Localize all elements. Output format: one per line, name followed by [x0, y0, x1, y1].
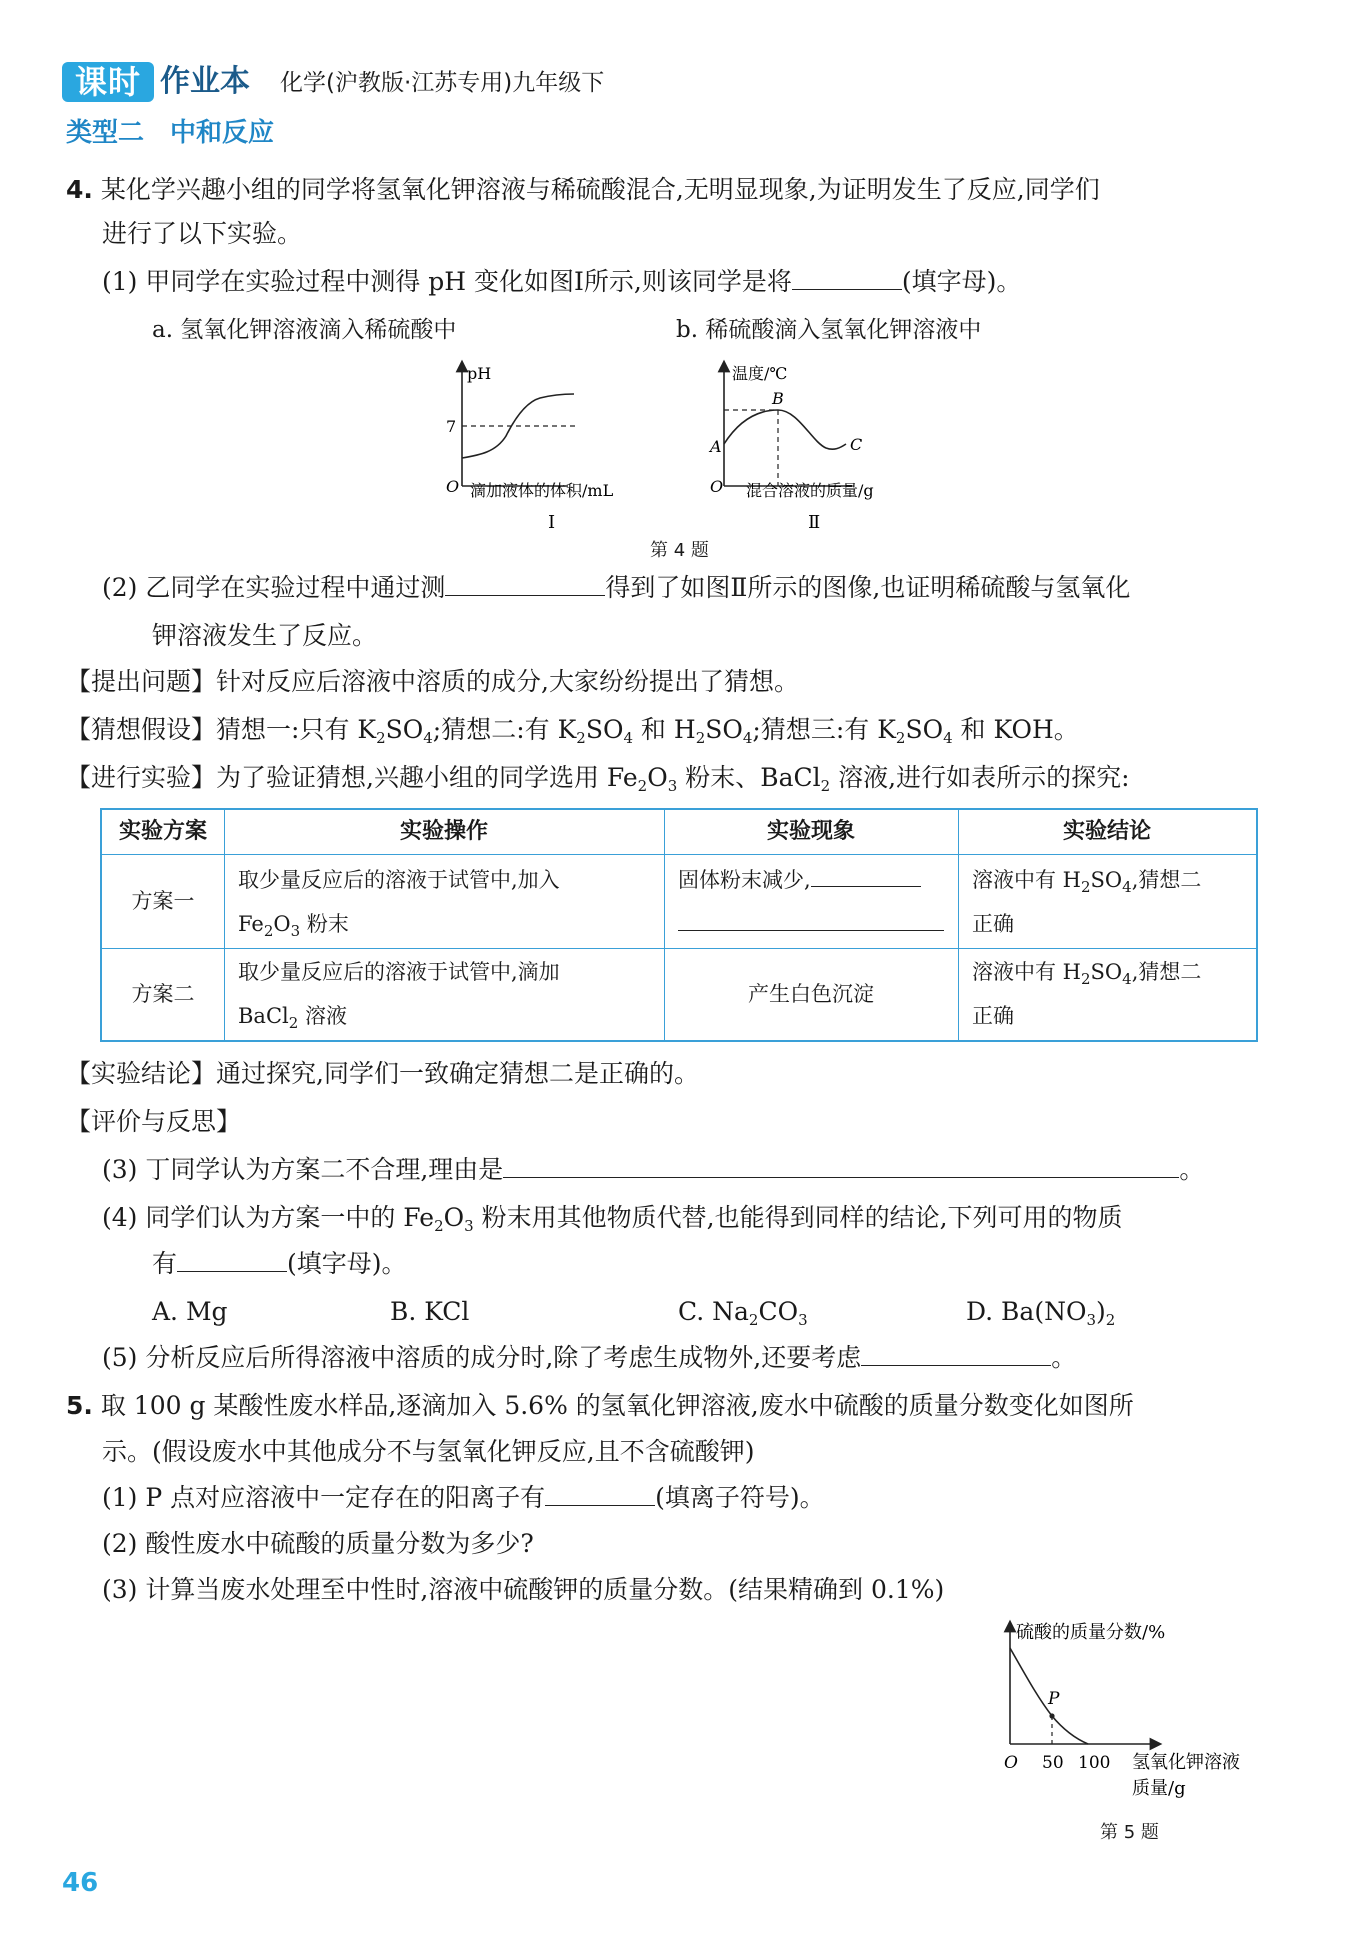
q4-figure-2	[702, 356, 942, 536]
fig2-point-c: C	[850, 435, 863, 454]
q4-part5-answer-blank[interactable]	[861, 1343, 1051, 1366]
formula-part: SO	[585, 715, 624, 744]
q4-part2-suffix: 得到了如图Ⅱ所示的图像,也证明稀硫酸与氢氧化	[605, 573, 1131, 602]
q4-part3-text: (3) 丁同学认为方案二不合理,理由是	[102, 1155, 504, 1184]
q5-part1-answer-blank[interactable]	[545, 1483, 655, 1506]
q5-stem-text: 取 100 g 某酸性废水样品,逐滴加入 5.6% 的氢氧化钾溶液,废水中硫酸的质量分数变化如图所	[100, 1391, 1134, 1420]
q5-part2: (2) 酸性废水中硫酸的质量分数为多少?	[102, 1529, 534, 1558]
q4-number: 4.	[66, 175, 93, 204]
sub: 4	[742, 729, 753, 747]
series-logo: 课时	[62, 62, 154, 102]
q5-part1: (1) P 点对应溶液中一定存在的阳离子有 (填离子符号)。	[102, 1483, 825, 1512]
fig5-point-label: P	[1048, 1689, 1060, 1709]
row1-op-line1: 取少量反应后的溶液于试管中,加入	[238, 868, 560, 892]
fig2-ylabel: 温度/℃	[732, 364, 788, 383]
q5-number: 5.	[66, 1391, 93, 1420]
q5-part3: (3) 计算当废水处理至中性时,溶液中硫酸钾的质量分数。(结果精确到 0.1%)	[102, 1575, 945, 1604]
experiment-table	[100, 808, 1258, 1042]
section-title: 类型二 中和反应	[66, 118, 275, 148]
fig1-origin: O	[446, 477, 460, 496]
row2-phenomenon: 产生白色沉淀	[748, 982, 874, 1006]
q4-part3: (3) 丁同学认为方案二不合理,理由是 。	[102, 1155, 1205, 1184]
fig1-ylabel: pH	[467, 364, 492, 383]
fig2-xlabel: 混合溶液的质量/g	[746, 481, 874, 500]
q4-figure-caption: 第 4 题	[650, 540, 709, 561]
q4-part4: (4) 同学们认为方案一中的 $Fe_2O_3$ 粉末用其他物质代替,也能得到同样的结论,下列可用的物质	[102, 1203, 1123, 1235]
fig5-xlabel-line2: 质量/g	[1132, 1778, 1186, 1799]
choice-c: C. $Na_2CO_3$	[678, 1297, 808, 1329]
q5-stem-line1	[66, 1388, 1134, 1424]
hyp-2: ;猜想二:有 K	[432, 715, 577, 744]
page-number: 46	[62, 1868, 99, 1898]
table-header-phenomenon: 实验现象	[766, 819, 855, 844]
fig1-tick-7: 7	[446, 417, 457, 436]
sub: 4	[623, 729, 633, 747]
q4-part3-answer-blank[interactable]	[503, 1155, 1179, 1178]
formula-part: O	[647, 763, 668, 792]
sub: 2	[576, 729, 586, 747]
q4-part2-text: (2) 乙同学在实验过程中通过测	[102, 573, 446, 602]
formula-part: SO	[385, 715, 424, 744]
row1-conclusion: 溶液中有 $H_2SO_4$,猜想二 正确	[972, 868, 1202, 936]
sub: 4	[943, 729, 953, 747]
fig2-point-a: A	[710, 437, 722, 456]
q5-stem-line2: 示。(假设废水中其他成分不与氢氧化钾反应,且不含硫酸钾)	[102, 1437, 755, 1466]
sub: 2	[695, 729, 706, 747]
sub: 2	[895, 729, 906, 747]
row2-conclusion: 溶液中有 $H_2SO_4$,猜想二 正确	[972, 960, 1202, 1028]
fig5-point-p	[1049, 1713, 1054, 1718]
q4-reflection-label: 【评价与反思】	[66, 1107, 242, 1136]
hyp-3: ;猜想三:有 K	[752, 715, 896, 744]
fig1-name: Ⅰ	[548, 512, 556, 533]
fig2-origin: O	[710, 477, 724, 496]
choice-a: A. Mg	[152, 1297, 228, 1326]
fig2-point-b: B	[772, 389, 784, 408]
sub: 4	[423, 729, 433, 747]
row1-phenomenon	[678, 858, 950, 946]
formula-part: SO	[905, 715, 944, 744]
q4-part5: (5) 分析反应后所得溶液中溶质的成分时,除了考虑生成物外,还要考虑 。	[102, 1343, 1077, 1372]
sub: 2	[376, 729, 386, 747]
fig5-ylabel: 硫酸的质量分数/%	[1016, 1622, 1166, 1643]
fig5-xlabel-line1: 氢氧化钾溶液	[1132, 1752, 1240, 1773]
table-header-operation: 实验操作	[399, 819, 488, 844]
q4-hypotheses	[66, 712, 1079, 748]
q4-part2	[102, 570, 1130, 606]
q4-part2-answer-blank[interactable]	[445, 573, 605, 596]
row1-phen-blank[interactable]	[811, 864, 921, 887]
exp-text: 【进行实验】为了验证猜想,兴趣小组的同学选用 Fe	[66, 763, 638, 792]
fig2-temp-curve	[724, 410, 846, 449]
row1-phen-text: 固体粉末减少,	[678, 868, 811, 892]
q4-stem-line2: 进行了以下实验。	[102, 219, 303, 248]
row1-scheme: 方案一	[131, 889, 195, 913]
row1-op-line2: $Fe_2O_3$ 粉末	[238, 912, 349, 940]
fig5-tick-50: 50	[1042, 1753, 1064, 1773]
fig2-name: Ⅱ	[808, 512, 821, 533]
q4-stem-text: 某化学兴趣小组的同学将氢氧化钾溶液与稀硫酸混合,无明显现象,为证明发生了反应,同学们	[100, 175, 1100, 204]
hyp-koh: 和 KOH。	[952, 715, 1079, 744]
q4-part4-answer-blank[interactable]	[177, 1249, 287, 1272]
row1-phen-blank-2[interactable]	[678, 908, 944, 931]
q5-figure-caption: 第 5 题	[1100, 1822, 1159, 1843]
fig1-xlabel: 滴加液体的体积/mL	[470, 481, 614, 500]
table-header-scheme: 实验方案	[118, 819, 207, 844]
q4-conclusion: 【实验结论】通过探究,同学们一致确定猜想二是正确的。	[66, 1059, 699, 1088]
fig5-tick-100: 100	[1078, 1753, 1111, 1773]
q4-part4-line2: 有 (填字母)。	[152, 1249, 407, 1278]
q4-stem-line1	[66, 172, 1100, 208]
q4-part1-text: (1) 甲同学在实验过程中测得 pH 变化如图Ⅰ所示,则该同学是将	[102, 267, 792, 296]
exp-end: 溶液,进行如表所示的探究:	[830, 763, 1130, 792]
series-title: 作业本	[160, 64, 250, 99]
sub: 3	[667, 777, 678, 795]
q4-ask: 【提出问题】针对反应后溶液中溶质的成分,大家纷纷提出了猜想。	[66, 667, 799, 696]
hyp-label: 【猜想假设】	[66, 715, 217, 744]
exp-mid: 粉末、BaCl	[677, 763, 821, 792]
q4-experiment-intro	[66, 760, 1130, 796]
fig5-origin: O	[1004, 1753, 1018, 1773]
table-header-conclusion: 实验结论	[1062, 819, 1151, 844]
q4-option-b: b. 稀硫酸滴入氢氧化钾溶液中	[676, 317, 982, 343]
hyp-and: 和 H	[632, 715, 696, 744]
choice-d: D. $Ba(NO_3)_2$	[966, 1297, 1116, 1329]
formula-part: SO	[705, 715, 743, 744]
q4-part1-suffix: (填字母)。	[901, 267, 1022, 296]
row1-operation	[238, 858, 658, 946]
row2-scheme: 方案二	[131, 982, 195, 1006]
book-title: 化学(沪教版·江苏专用)九年级下	[280, 70, 605, 96]
q4-option-a: a. 氢氧化钾溶液滴入稀硫酸中	[152, 317, 457, 343]
choice-b: B. KCl	[390, 1297, 470, 1326]
q4-part1	[102, 264, 1021, 300]
hyp-1: 猜想一:只有 K	[216, 715, 377, 744]
q4-part2-line2: 钾溶液发生了反应。	[152, 621, 378, 650]
q4-part1-answer-blank[interactable]	[792, 267, 902, 290]
row2-operation: 取少量反应后的溶液于试管中,滴加 BaCl$_2$ 溶液	[238, 960, 560, 1032]
q5-figure	[996, 1618, 1276, 1808]
sub: 2	[637, 777, 648, 795]
q4-figure-1	[440, 356, 680, 536]
sub: 2	[820, 777, 831, 795]
